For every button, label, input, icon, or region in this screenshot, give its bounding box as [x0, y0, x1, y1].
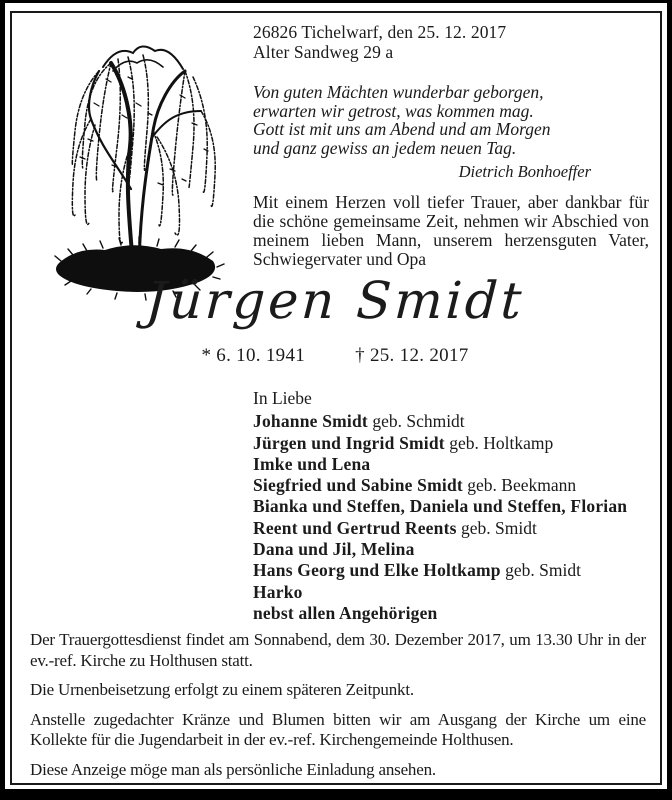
maiden-name: geb. Holtkamp [444, 432, 554, 453]
mourner-entry [253, 560, 653, 581]
life-dates [115, 345, 555, 367]
street-address: Alter Sandweg 29 a [253, 42, 394, 62]
mourner-names: nebst allen Angehörigen [253, 602, 438, 623]
mourner-names: Jürgen und Ingrid Smidt [253, 432, 445, 453]
quote-lines [253, 83, 591, 157]
quote-line: Gott ist mit uns am Abend und am Morgen [253, 119, 551, 139]
deceased-name: Jürgen Smidt [144, 272, 526, 331]
maiden-name: geb. Smidt [456, 517, 537, 538]
footer-paragraph: Diese Anzeige möge man als persönliche Einladung ansehen. [30, 759, 436, 779]
deceased-block [115, 269, 555, 367]
mourner-entry [253, 603, 653, 624]
mourner-names: Imke und Lena [253, 453, 371, 474]
mourner-entry [253, 539, 653, 560]
mourner-entry [253, 496, 653, 517]
dateline [253, 22, 506, 62]
mourner-names: Hans Georg und Elke Holtkamp [253, 560, 501, 581]
mourner-entry [253, 433, 653, 454]
mourner-entry [253, 518, 653, 539]
mourners-list [253, 411, 653, 624]
quote-attribution: Dietrich Bonhoeffer [458, 162, 591, 181]
mourner-entry [253, 411, 653, 432]
birth-date: * 6. 10. 1941 [201, 345, 306, 366]
maiden-name: geb. Beekmann [462, 475, 577, 496]
mourner-names: Reent und Gertrud Reents [253, 517, 457, 538]
maiden-name: geb. Smidt [500, 560, 581, 581]
quote-line: erwarten wir getrost, was kommen mag. [253, 100, 534, 121]
quote-line: und ganz gewiss an jedem neuen Tag. [253, 137, 517, 158]
service-information [30, 630, 646, 789]
quote-line: Von guten Mächten wunderbar geborgen, [253, 82, 544, 102]
memorial-quote [253, 83, 591, 182]
footer-paragraph: Die Urnenbeisetzung erfolgt zu einem späteren Zeitpunkt. [30, 680, 414, 699]
mourner-entry [253, 475, 653, 496]
farewell-paragraph: Mit einem Herzen voll tiefer Trauer, aber dankbar für die schöne gemeinsame Zeit, nehmen wir Abschied von meinem lieben Mann, unserem herzensguten Vater, Schwiegervater und Opa [253, 192, 649, 269]
mourner-names: Dana und Jil, Melina [253, 539, 415, 560]
mourner-names: Siegfried und Sabine Smidt [253, 475, 463, 496]
mourner-entry [253, 454, 653, 475]
footer-paragraph: Anstelle zugedachter Kränze und Blumen bitten wir am Ausgang der Kirche um eine Kollekte für die Jugendarbeit in der ev.-ref. Kirchengemeinde Holthusen. [30, 709, 646, 749]
weeping-willow-icon [33, 19, 245, 301]
obituary-page [5, 3, 667, 789]
mourners-section [253, 388, 653, 624]
mourner-entry [253, 582, 653, 603]
maiden-name: geb. Schmidt [367, 411, 465, 432]
place-date: 26826 Tichelwarf, den 25. 12. 2017 [253, 22, 507, 42]
footer-paragraph: Der Trauergottesdienst findet am Sonnabend, dem 30. Dezember 2017, um 13.30 Uhr in der ev.-ref. Kirche zu Holthusen statt. [30, 630, 646, 670]
death-date: † 25. 12. 2017 [355, 345, 469, 366]
mourner-names: Bianka und Steffen, Daniela und Steffen, Florian [253, 496, 628, 517]
mourner-names: Harko [253, 581, 303, 602]
mourner-names: Johanne Smidt [253, 411, 368, 432]
mourners-lead: In Liebe [253, 388, 312, 408]
